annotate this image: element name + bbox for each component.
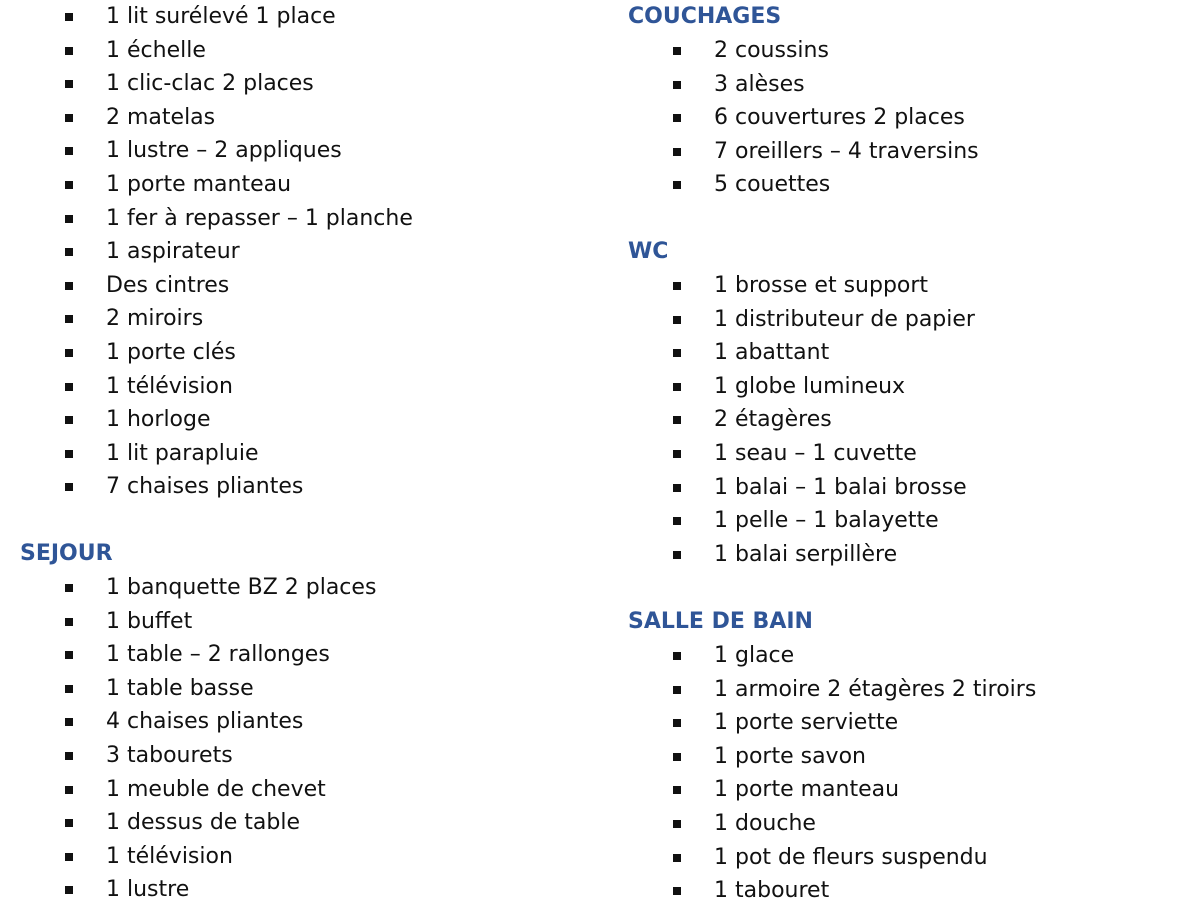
section-title-couchages: COUCHAGES <box>628 4 782 29</box>
list-item-text: 1 lit surélevé 1 place <box>106 4 336 29</box>
square-bullet-icon <box>673 181 681 189</box>
square-bullet-icon <box>673 316 681 324</box>
square-bullet-icon <box>65 819 73 827</box>
list-item-text: 1 table – 2 rallonges <box>106 642 330 668</box>
square-bullet-icon <box>673 47 681 55</box>
square-bullet-icon <box>65 215 73 223</box>
square-bullet-icon <box>65 349 73 357</box>
list-item-text: 4 chaises pliantes <box>106 709 304 735</box>
list-item-text: 1 meuble de chevet <box>106 776 326 802</box>
list-item-text: 1 lit parapluie <box>106 440 259 466</box>
square-bullet-icon <box>673 114 681 122</box>
list-item-text: 1 télévision <box>106 843 233 869</box>
list-item-text: 1 globe lumineux <box>714 373 906 399</box>
list-item-text: 1 porte manteau <box>106 172 292 197</box>
list-item-text: 3 tabourets <box>106 743 233 768</box>
list-item-text: 3 alèses <box>714 71 805 97</box>
square-bullet-icon <box>65 685 73 693</box>
list-item-text: 1 porte savon <box>714 743 866 769</box>
square-bullet-icon <box>65 886 73 894</box>
list-item-text: 1 porte serviette <box>714 710 899 736</box>
list-item-text: 2 miroirs <box>106 306 204 332</box>
square-bullet-icon <box>65 786 73 794</box>
list-item-text: 1 brosse et support <box>714 273 929 298</box>
square-bullet-icon <box>673 719 681 727</box>
list-item-text: 1 pelle – 1 balayette <box>714 508 939 534</box>
square-bullet-icon <box>673 349 681 357</box>
square-bullet-icon <box>65 752 73 760</box>
section-title-wc: WC <box>628 239 669 264</box>
square-bullet-icon <box>65 618 73 626</box>
list-item-text: 1 fer à repasser – 1 planche <box>106 205 413 231</box>
list-item-text: 1 aspirateur <box>106 239 240 265</box>
list-item-text: 2 matelas <box>106 104 216 130</box>
list-item-text: 1 porte clés <box>106 340 236 365</box>
square-bullet-icon <box>65 450 73 458</box>
square-bullet-icon <box>65 315 73 323</box>
square-bullet-icon <box>65 114 73 122</box>
square-bullet-icon <box>673 854 681 862</box>
list-item-text: 1 distributeur de papier <box>714 306 975 332</box>
list-item-text: 1 horloge <box>106 407 211 433</box>
square-bullet-icon <box>673 383 681 391</box>
square-bullet-icon <box>65 651 73 659</box>
square-bullet-icon <box>673 517 681 525</box>
square-bullet-icon <box>65 282 73 290</box>
square-bullet-icon <box>65 147 73 155</box>
list-item-text: 1 douche <box>714 811 816 836</box>
list-item-text: 1 tabouret <box>714 878 830 904</box>
square-bullet-icon <box>673 887 681 895</box>
square-bullet-icon <box>65 483 73 491</box>
section-title-sejour: SEJOUR <box>20 541 113 566</box>
list-item-text: 1 table basse <box>106 675 254 701</box>
square-bullet-icon <box>65 584 73 592</box>
square-bullet-icon <box>673 551 681 559</box>
square-bullet-icon <box>65 248 73 256</box>
list-item-text: 1 clic-clac 2 places <box>106 71 314 97</box>
list-item-text: 1 dessus de table <box>106 810 301 836</box>
square-bullet-icon <box>673 484 681 492</box>
square-bullet-icon <box>65 416 73 424</box>
list-item-text: 7 chaises pliantes <box>106 474 304 500</box>
square-bullet-icon <box>673 148 681 156</box>
list-item-text: 5 couettes <box>714 172 831 198</box>
list-item-text: Des cintres <box>106 272 230 298</box>
list-item-text: 1 balai – 1 balai brosse <box>714 474 967 500</box>
list-item-text: 1 armoire 2 étagères 2 tiroirs <box>714 676 1037 702</box>
list-item-text: 1 lustre <box>106 877 190 903</box>
list-item-text: 1 balai serpillère <box>714 541 898 567</box>
square-bullet-icon <box>673 450 681 458</box>
list-item-text: 1 abattant <box>714 340 830 366</box>
square-bullet-icon <box>673 282 681 290</box>
list-item-text: 1 pot de fleurs suspendu <box>714 844 988 870</box>
square-bullet-icon <box>673 652 681 660</box>
square-bullet-icon <box>673 820 681 828</box>
square-bullet-icon <box>65 47 73 55</box>
list-item-text: 2 coussins <box>714 38 829 63</box>
square-bullet-icon <box>65 181 73 189</box>
square-bullet-icon <box>673 753 681 761</box>
square-bullet-icon <box>673 686 681 694</box>
square-bullet-icon <box>65 853 73 861</box>
list-item-text: 1 télévision <box>106 373 233 399</box>
list-item-text: 6 couvertures 2 places <box>714 105 965 131</box>
list-item-text: 1 buffet <box>106 608 193 634</box>
square-bullet-icon <box>673 81 681 89</box>
list-item-text: 1 glace <box>714 643 795 668</box>
list-item-text: 1 échelle <box>106 37 206 63</box>
list-item-text: 1 seau – 1 cuvette <box>714 441 917 466</box>
list-item-text: 7 oreillers – 4 traversins <box>714 138 979 164</box>
section-title-salle-de-bain: SALLE DE BAIN <box>628 609 813 634</box>
list-item-text: 1 banquette BZ 2 places <box>106 575 377 600</box>
square-bullet-icon <box>65 13 73 21</box>
square-bullet-icon <box>65 80 73 88</box>
square-bullet-icon <box>65 383 73 391</box>
square-bullet-icon <box>65 718 73 726</box>
square-bullet-icon <box>673 786 681 794</box>
list-item-text: 2 étagères <box>714 407 832 433</box>
list-item-text: 1 porte manteau <box>714 777 900 803</box>
list-item-text: 1 lustre – 2 appliques <box>106 138 342 164</box>
square-bullet-icon <box>673 416 681 424</box>
